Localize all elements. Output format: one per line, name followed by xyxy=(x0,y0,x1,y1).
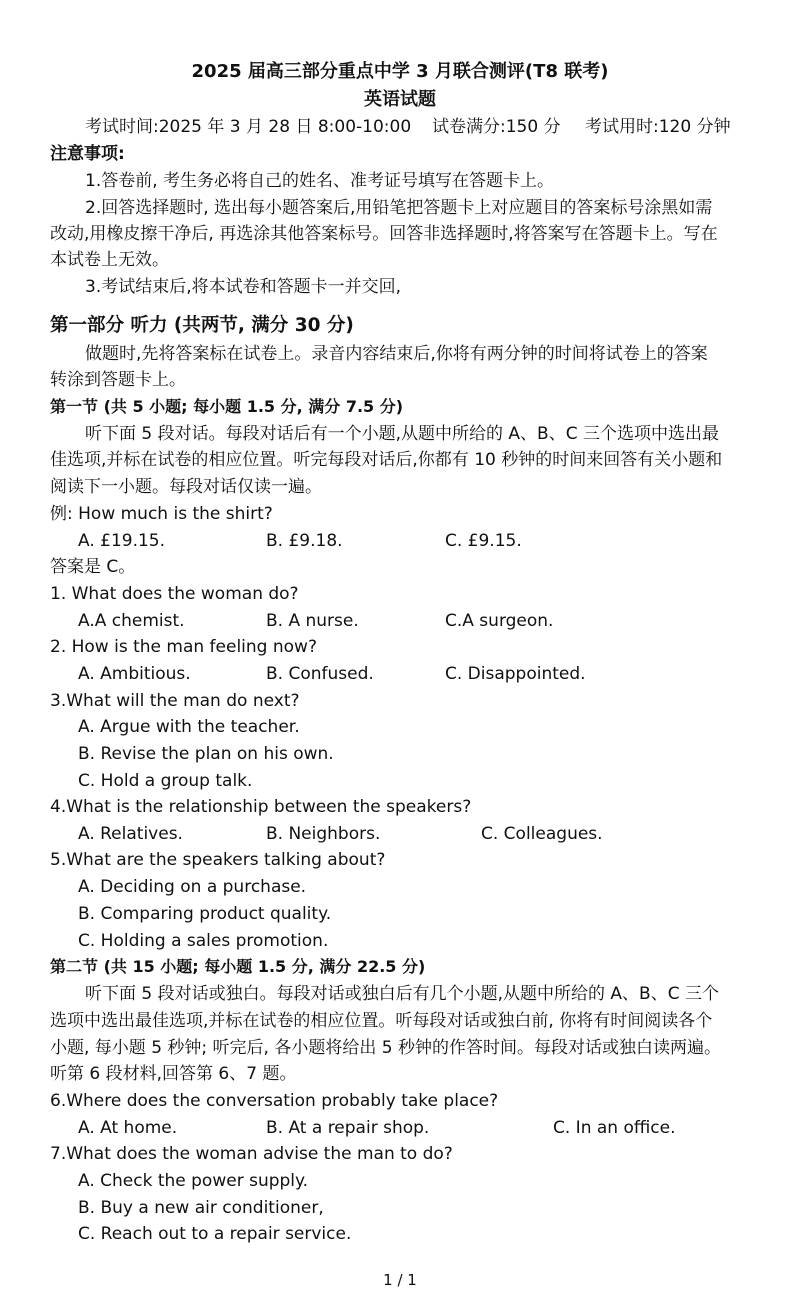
part1-intro-line1: 做题时,先将答案标在试卷上。录音内容结束后,你将有两分钟的时间将试卷上的答案 xyxy=(85,344,708,364)
question-3: 3.What will the man do next? xyxy=(50,691,300,711)
section1-instr-line1: 听下面 5 段对话。每段对话后有一个小题,从题中所给的 A、B、C 三个选项中选出最 xyxy=(85,424,719,444)
duration: 考试用时:120 分钟 xyxy=(585,117,731,137)
question-1: 1. What does the woman do? xyxy=(50,584,299,604)
example-option-a: A. £19.15. xyxy=(78,531,166,551)
q6-option-c: C. In an office. xyxy=(553,1118,676,1138)
part1-heading: 第一部分 听力 (共两节, 满分 30 分) xyxy=(50,315,354,336)
question-2: 2. How is the man feeling now? xyxy=(50,637,317,657)
exam-title: 2025 届高三部分重点中学 3 月联合测评(T8 联考) xyxy=(191,61,609,82)
section1-instr-line2: 佳选项,并标在试卷的相应位置。听完每段对话后,你都有 10 秒钟的时间来回答有关小题和 xyxy=(50,450,723,470)
q3-option-a: A. Argue with the teacher. xyxy=(78,717,300,737)
question-4: 4.What is the relationship between the speakers? xyxy=(50,797,472,817)
q7-option-b: B. Buy a new air conditioner, xyxy=(78,1198,324,1218)
question-7: 7.What does the woman advise the man to do? xyxy=(50,1144,453,1164)
q1-option-a: A.A chemist. xyxy=(78,611,185,631)
notice-item-2-line1: 2.回答选择题时, 选出每小题答案后,用铅笔把答题卡上对应题目的答案标号涂黑如需 xyxy=(85,198,713,218)
q3-option-c: C. Hold a group talk. xyxy=(78,771,253,791)
q5-option-a: A. Deciding on a purchase. xyxy=(78,877,307,897)
section1-instr-line3: 阅读下一小题。每段对话仅读一遍。 xyxy=(50,477,322,497)
example-option-b: B. £9.18. xyxy=(266,531,343,551)
page-number: 1 / 1 xyxy=(383,1271,417,1289)
notice-item-2-line3: 本试卷上无效。 xyxy=(50,250,169,270)
q4-option-a: A. Relatives. xyxy=(78,824,183,844)
notice-item-3: 3.考试结束后,将本试卷和答题卡一并交回, xyxy=(85,277,402,297)
q4-option-c: C. Colleagues. xyxy=(481,824,603,844)
section1-heading: 第一节 (共 5 小题; 每小题 1.5 分, 满分 7.5 分) xyxy=(50,397,404,416)
q2-option-a: A. Ambitious. xyxy=(78,664,191,684)
question-5: 5.What are the speakers talking about? xyxy=(50,850,386,870)
full-score: 试卷满分:150 分 xyxy=(432,117,561,137)
q2-option-c: C. Disappointed. xyxy=(445,664,586,684)
example-option-c: C. £9.15. xyxy=(445,531,522,551)
section2-instr-line3: 小题, 每小题 5 秒钟; 听完后, 各小题将给出 5 秒钟的作答时间。每段对话或独白读两遍。 xyxy=(50,1038,721,1058)
section2-instr-line1: 听下面 5 段对话或独白。每段对话或独白后有几个小题,从题中所给的 A、B、C 三个 xyxy=(85,984,719,1004)
q7-option-a: A. Check the power supply. xyxy=(78,1171,309,1191)
q5-option-c: C. Holding a sales promotion. xyxy=(78,931,329,951)
q6-option-a: A. At home. xyxy=(78,1118,178,1138)
notice-heading: 注意事项: xyxy=(50,144,125,164)
q6-option-b: B. At a repair shop. xyxy=(266,1118,430,1138)
example-question: 例: How much is the shirt? xyxy=(50,504,273,524)
q5-option-b: B. Comparing product quality. xyxy=(78,904,332,924)
q4-option-b: B. Neighbors. xyxy=(266,824,381,844)
material-6-heading: 听第 6 段材料,回答第 6、7 题。 xyxy=(50,1064,297,1084)
q1-option-b: B. A nurse. xyxy=(266,611,359,631)
q1-option-c: C.A surgeon. xyxy=(445,611,554,631)
part1-intro-line2: 转涂到答题卡上。 xyxy=(50,370,186,390)
notice-item-1: 1.答卷前, 考生务必将自己的姓名、准考证号填写在答题卡上。 xyxy=(85,171,555,191)
q3-option-b: B. Revise the plan on his own. xyxy=(78,744,334,764)
section2-instr-line2: 选项中选出最佳选项,并标在试卷的相应位置。听每段对话或独白前, 你将有时间阅读各个 xyxy=(50,1011,713,1031)
section2-heading: 第二节 (共 15 小题; 每小题 1.5 分, 满分 22.5 分) xyxy=(50,957,426,976)
subject-title: 英语试题 xyxy=(364,89,436,110)
example-answer: 答案是 C。 xyxy=(50,557,136,577)
q7-option-c: C. Reach out to a repair service. xyxy=(78,1224,352,1244)
exam-time: 考试时间:2025 年 3 月 28 日 8:00-10:00 xyxy=(85,117,412,137)
q2-option-b: B. Confused. xyxy=(266,664,374,684)
notice-item-2-line2: 改动,用橡皮擦干净后, 再选涂其他答案标号。回答非选择题时,将答案写在答题卡上。写在 xyxy=(50,224,718,244)
question-6: 6.Where does the conversation probably take place? xyxy=(50,1091,499,1111)
